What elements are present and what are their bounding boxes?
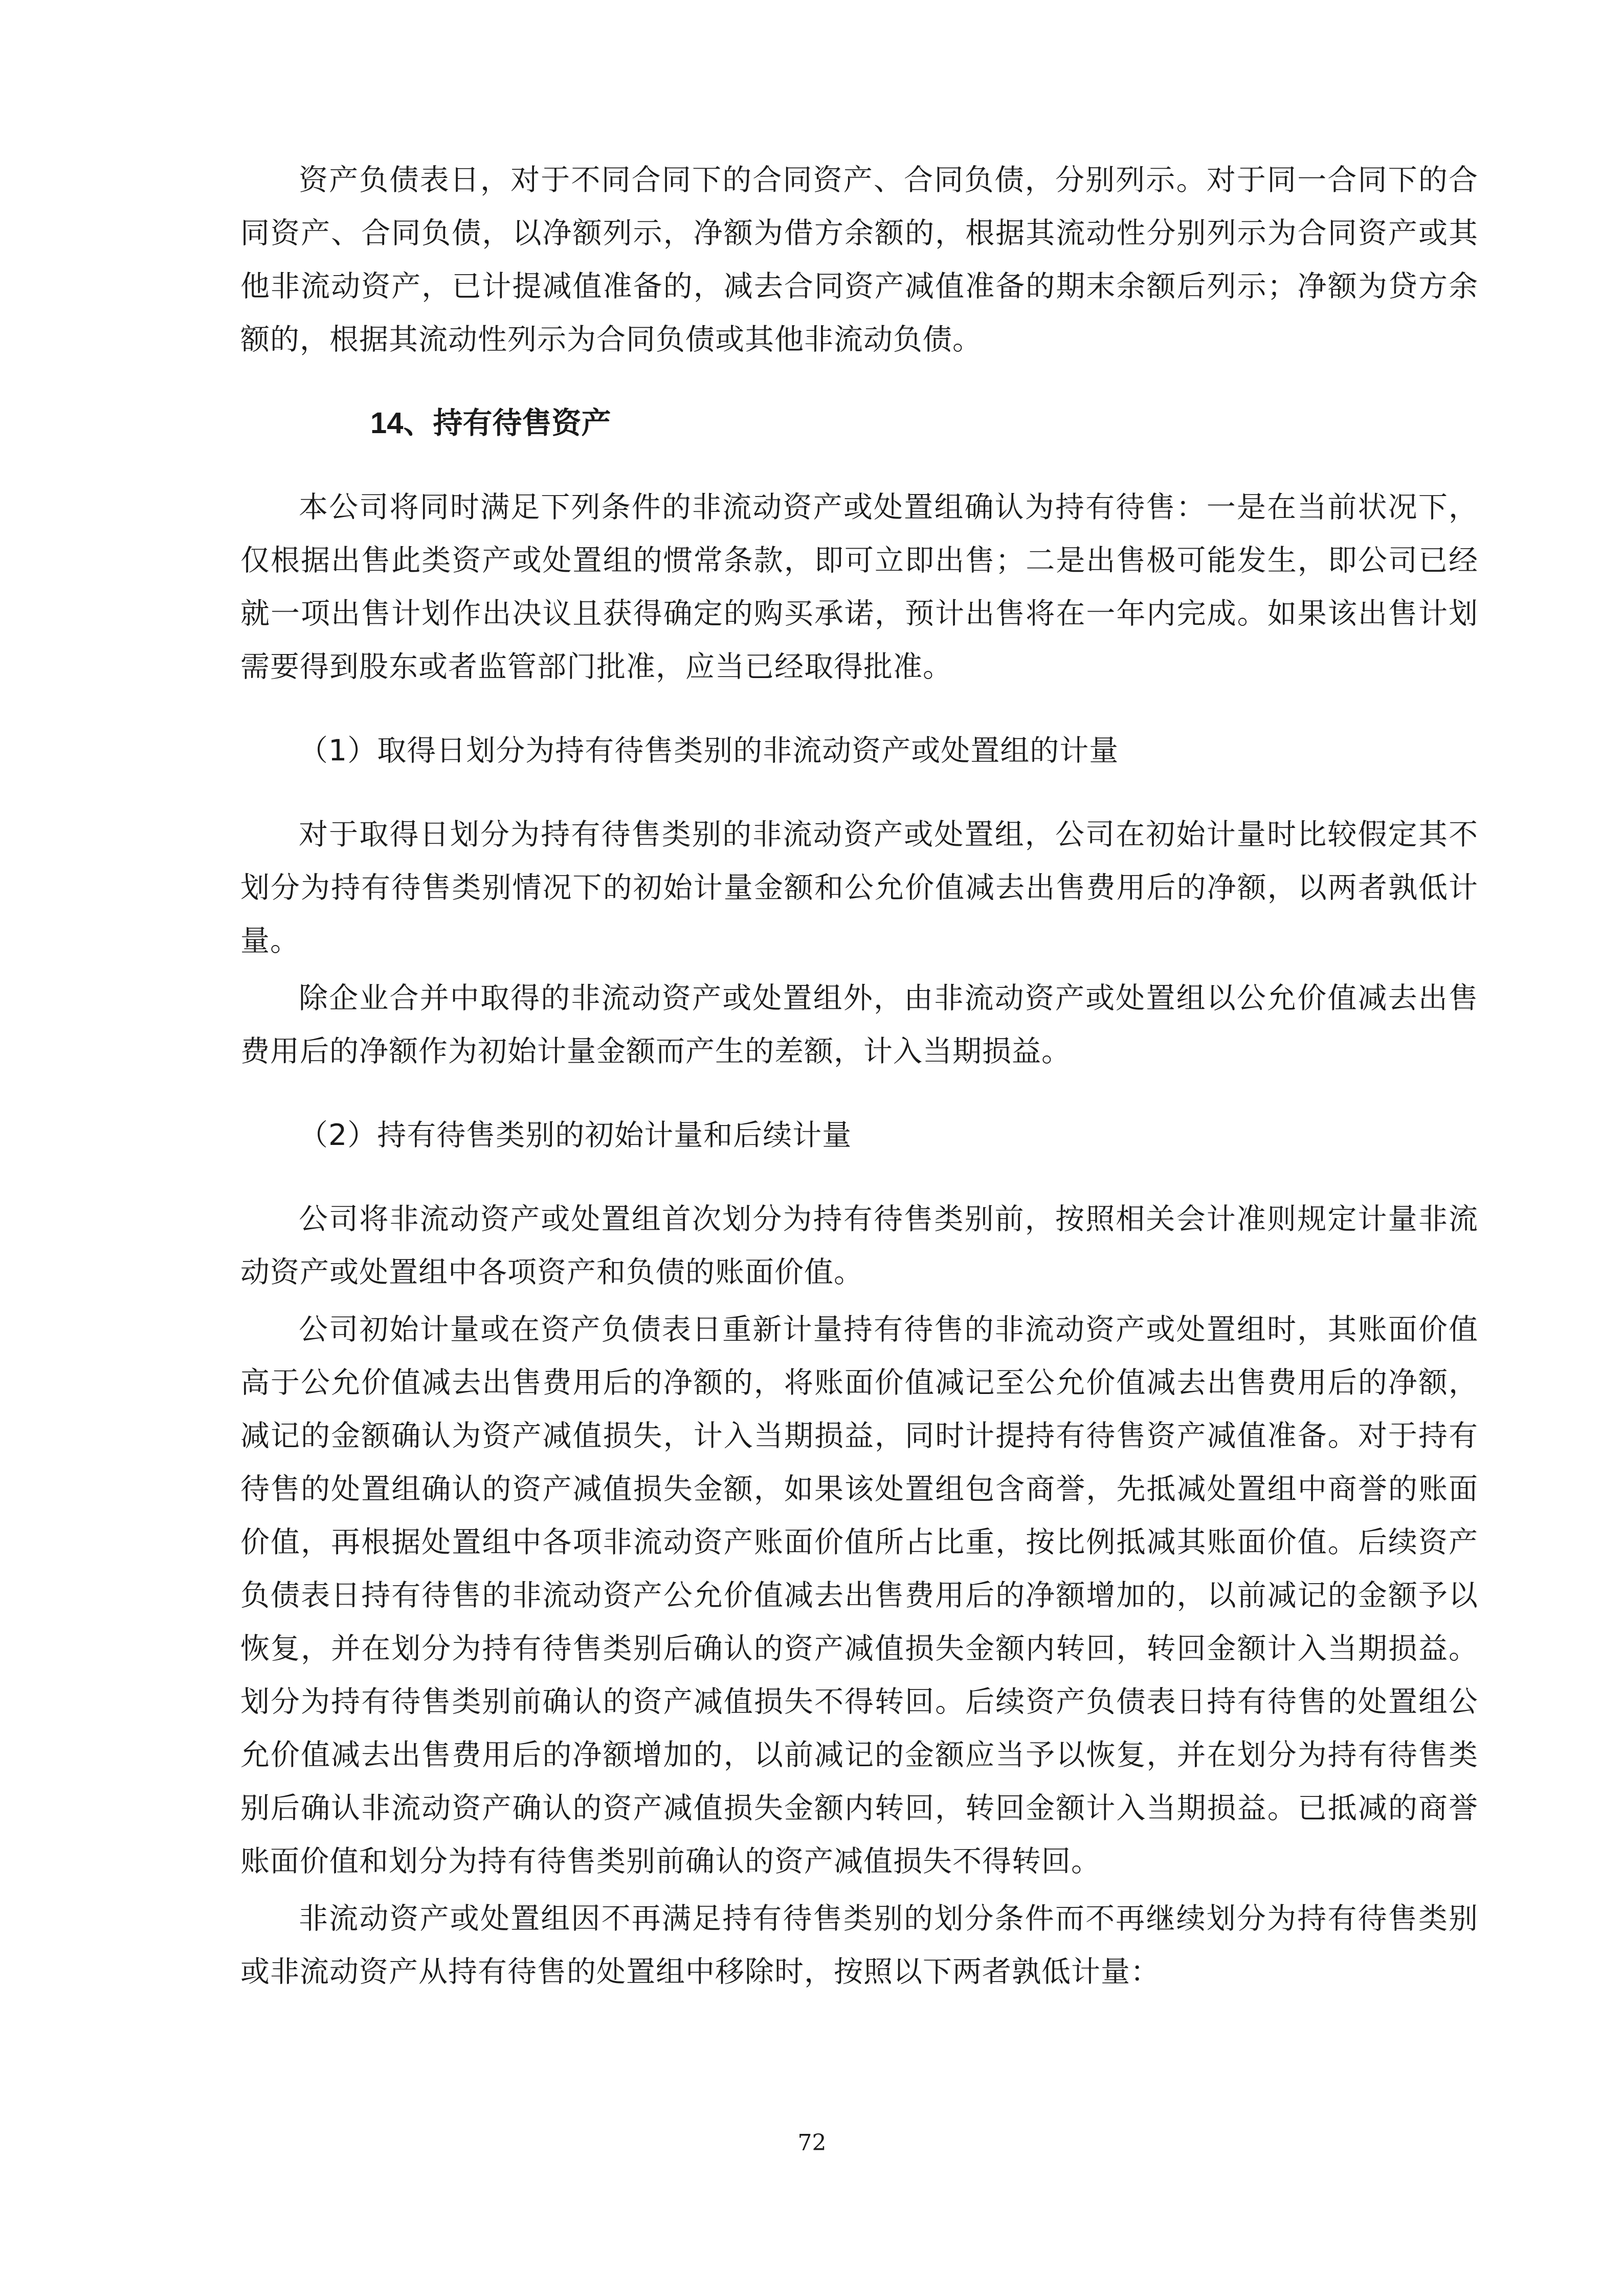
intro-paragraph: 资产负债表日，对于不同合同下的合同资产、合同负债，分别列示。对于同一合同下的合同资产、合同负债，以净额列示，净额为借方余额的，根据其流动性分别列示为合同资产或其他非流动资产，已计提减值准备的，减去合同资产减值准备的期末余额后列示；净额为贷方余额的，根据其流动性列示为合同负债或其他非流动负债。 [240,163,1478,356]
section-heading-14: 14、持有待售资产 [370,407,611,440]
subsection-heading-1: （1）取得日划分为持有待售类别的非流动资产或处置组的计量 [299,734,1119,768]
subsection-1-paragraph: 除企业合并中取得的非流动资产或处置组外，由非流动资产或处置组以公允价值减去出售费用后的净额作为初始计量金额而产生的差额，计入当期损益。 [240,981,1478,1068]
page-content [240,153,1478,1998]
subsection-2-paragraph: 非流动资产或处置组因不再满足持有待售类别的划分条件而不再继续划分为持有待售类别或非流动资产从持有待售的处置组中移除时，按照以下两者孰低计量： [240,1902,1478,1989]
section-14-paragraph: 本公司将同时满足下列条件的非流动资产或处置组确认为持有待售：一是在当前状况下，仅根据出售此类资产或处置组的惯常条款，即可立即出售；二是出售极可能发生，即公司已经就一项出售计划作出决议且获得确定的购买承诺，预计出售将在一年内完成。如果该出售计划需要得到股东或者监管部门批准，应当已经取得批准。 [240,490,1478,684]
page-number: 72 [797,2130,827,2156]
subsection-1-paragraph: 对于取得日划分为持有待售类别的非流动资产或处置组，公司在初始计量时比较假定其不划分为持有待售类别情况下的初始计量金额和公允价值减去出售费用后的净额，以两者孰低计量。 [240,818,1478,958]
subsection-2-paragraph: 公司将非流动资产或处置组首次划分为持有待售类别前，按照相关会计准则规定计量非流动资产或处置组中各项资产和负债的账面价值。 [240,1202,1478,1289]
subsection-2-paragraph: 公司初始计量或在资产负债表日重新计量持有待售的非流动资产或处置组时，其账面价值高于公允价值减去出售费用后的净额的，将账面价值减记至公允价值减去出售费用后的净额，减记的金额确认为资产减值损失，计入当期损益，同时计提持有待售资产减值准备。对于持有待售的处置组确认的资产减值损失金额，如果该处置组包含商誉，先抵减处置组中商誉的账面价值，再根据处置组中各项非流动资产账面价值所占比重，按比例抵减其账面价值。后续资产负债表日持有待售的非流动资产公允价值减去出售费用后的净额增加的，以前减记的金额予以恢复，并在划分为持有待售类别后确认的资产减值损失金额内转回，转回金额计入当期损益。划分为持有待售类别前确认的资产减值损失不得转回。后续资产负债表日持有待售的处置组公允价值减去出售费用后的净额增加的，以前减记的金额应当予以恢复，并在划分为持有待售类别后确认非流动资产确认的资产减值损失金额内转回，转回金额计入当期损益。已抵减的商誉账面价值和划分为持有待售类别前确认的资产减值损失不得转回。 [240,1313,1478,1878]
subsection-heading-2: （2）持有待售类别的初始计量和后续计量 [299,1118,852,1152]
